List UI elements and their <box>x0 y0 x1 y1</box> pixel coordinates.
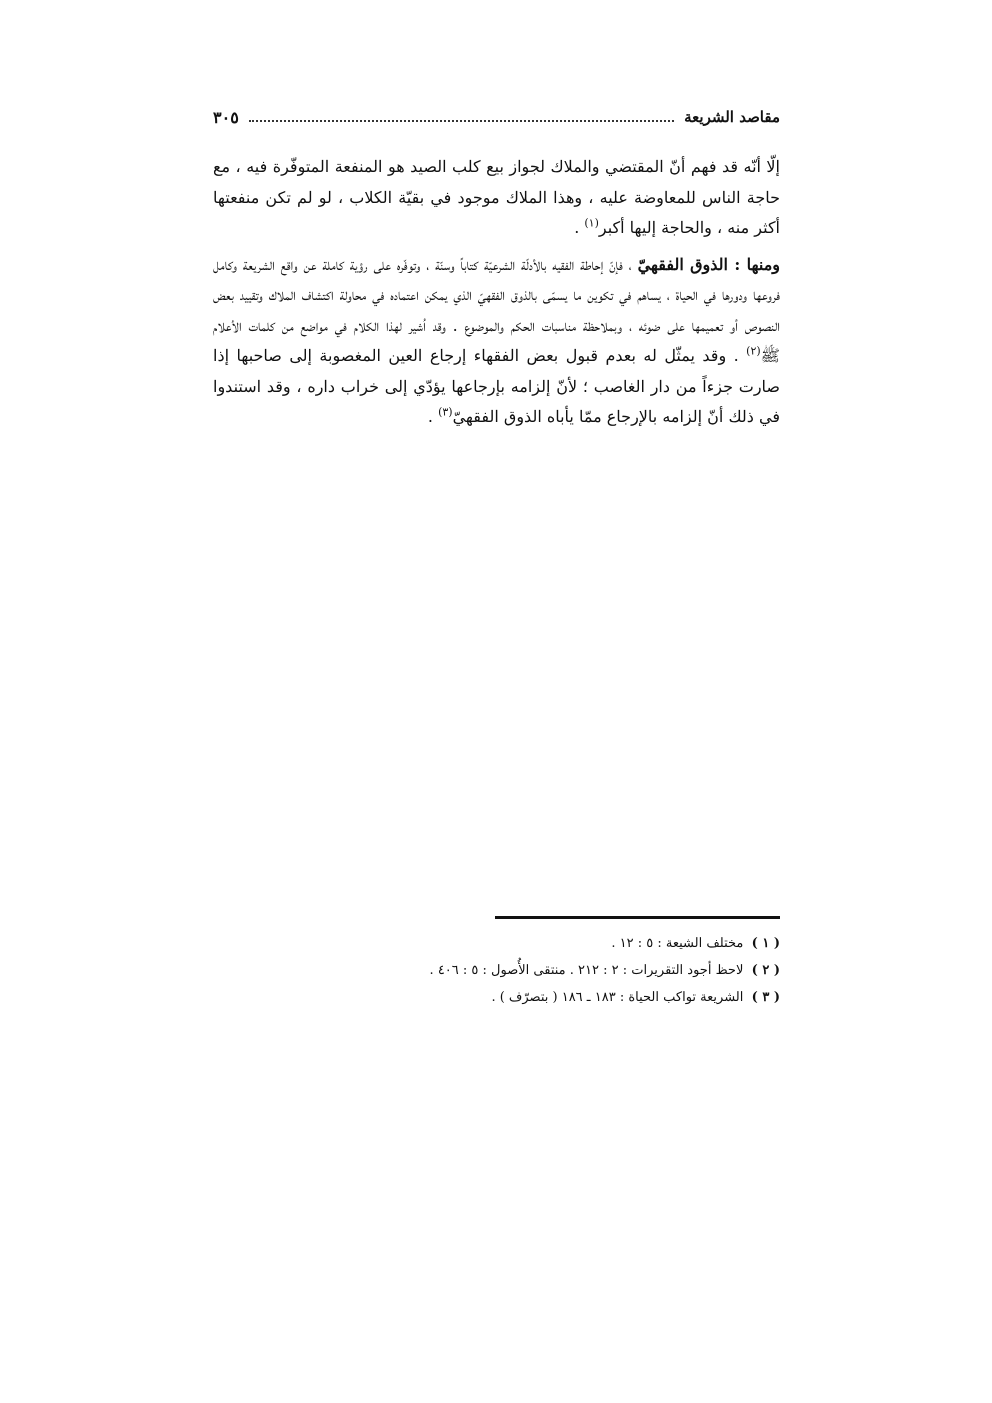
page-number: ٣٠٥ <box>213 107 239 127</box>
paragraph-2 <box>213 250 780 433</box>
footnote-text: الشريعة تواكب الحياة : ١٨٣ ـ ١٨٦ ( بتصرّف ) . <box>491 990 744 1005</box>
paragraph-2-end: . <box>427 407 439 426</box>
running-title: مقاصد الشريعة <box>684 108 780 126</box>
footnotes <box>213 930 780 1011</box>
footnote-separator <box>495 916 780 919</box>
paragraph-1-text: إلّا أنّه قد فهم أنّ المقتضي والملاك لجواز بيع كلب الصيد هو المنفعة المتوفّرة فيه ، مع حاجة الناس للمعاوضة عليه ، وهذا الملاك موجود في بقيّة الكلاب ، لو لم تكن منفعتها أكثر منه ، والحاجة إليها أكبر <box>213 157 780 237</box>
footnote-2 <box>213 957 780 984</box>
running-header <box>213 104 780 130</box>
footnote-text: مختلف الشيعة : ٥ : ١٢ . <box>611 936 744 951</box>
paragraph-2-text-b: . وقد يمثّل له بعدم قبول بعض الفقهاء إرجاع العين المغصوبة إلى صاحبها إذا صارت جزءاً من دار الغاصب ؛ لأنّ إلزامه بإرجاعها يؤدّي إلى خراب داره ، وقد استندوا في ذلك أنّ إلزامه بالإرجاع ممّا يأباه الذوق الفقهيّ <box>213 346 780 426</box>
footnote-text: لاحظ أجود التقريرات : ٢ : ٢١٢ . منتقى الأُصول : ٥ : ٤٠٦ . <box>429 963 744 978</box>
footnote-1 <box>213 930 780 957</box>
book-page <box>213 90 780 1320</box>
paragraph-1 <box>213 152 780 244</box>
paragraph-2-text-a: ، فإنّ إحاطة الفقيه بالأدلّة الشرعيّة كتاباً وسنّة ، وتوفّره على رؤية كاملة عن واقع الشريعة وكامل فروعها ودورها في الحياة ، يساهم في تكوين ما يسمّى بالذوق الفقهيّ الذي يمكن اعتماده في محاولة اكتشاف الملاك وتقييد بعض النصوص أو تعميمها على ضوئه ، وبملاحظة مناسبات الحكم والموضوع . وقد اُشير لهذا الكلام في مواضع من كلمات الأعلام ﷺ <box>213 254 780 365</box>
paragraph-2-lead: ومنها : الذوق الفقهيّ <box>637 254 780 274</box>
footnote-number: ( ٢ ) <box>751 963 780 978</box>
footnote-ref-2: (٢) <box>746 344 761 358</box>
footnote-number: ( ٣ ) <box>751 990 780 1005</box>
body-text <box>213 152 780 433</box>
footnote-number: ( ١ ) <box>751 936 780 951</box>
footnote-3 <box>213 984 780 1011</box>
footnote-ref-3: (٣) <box>438 405 453 419</box>
paragraph-1-end: . <box>574 218 585 237</box>
leader-dots <box>249 120 674 122</box>
footnote-ref-1: (١) <box>584 216 599 230</box>
